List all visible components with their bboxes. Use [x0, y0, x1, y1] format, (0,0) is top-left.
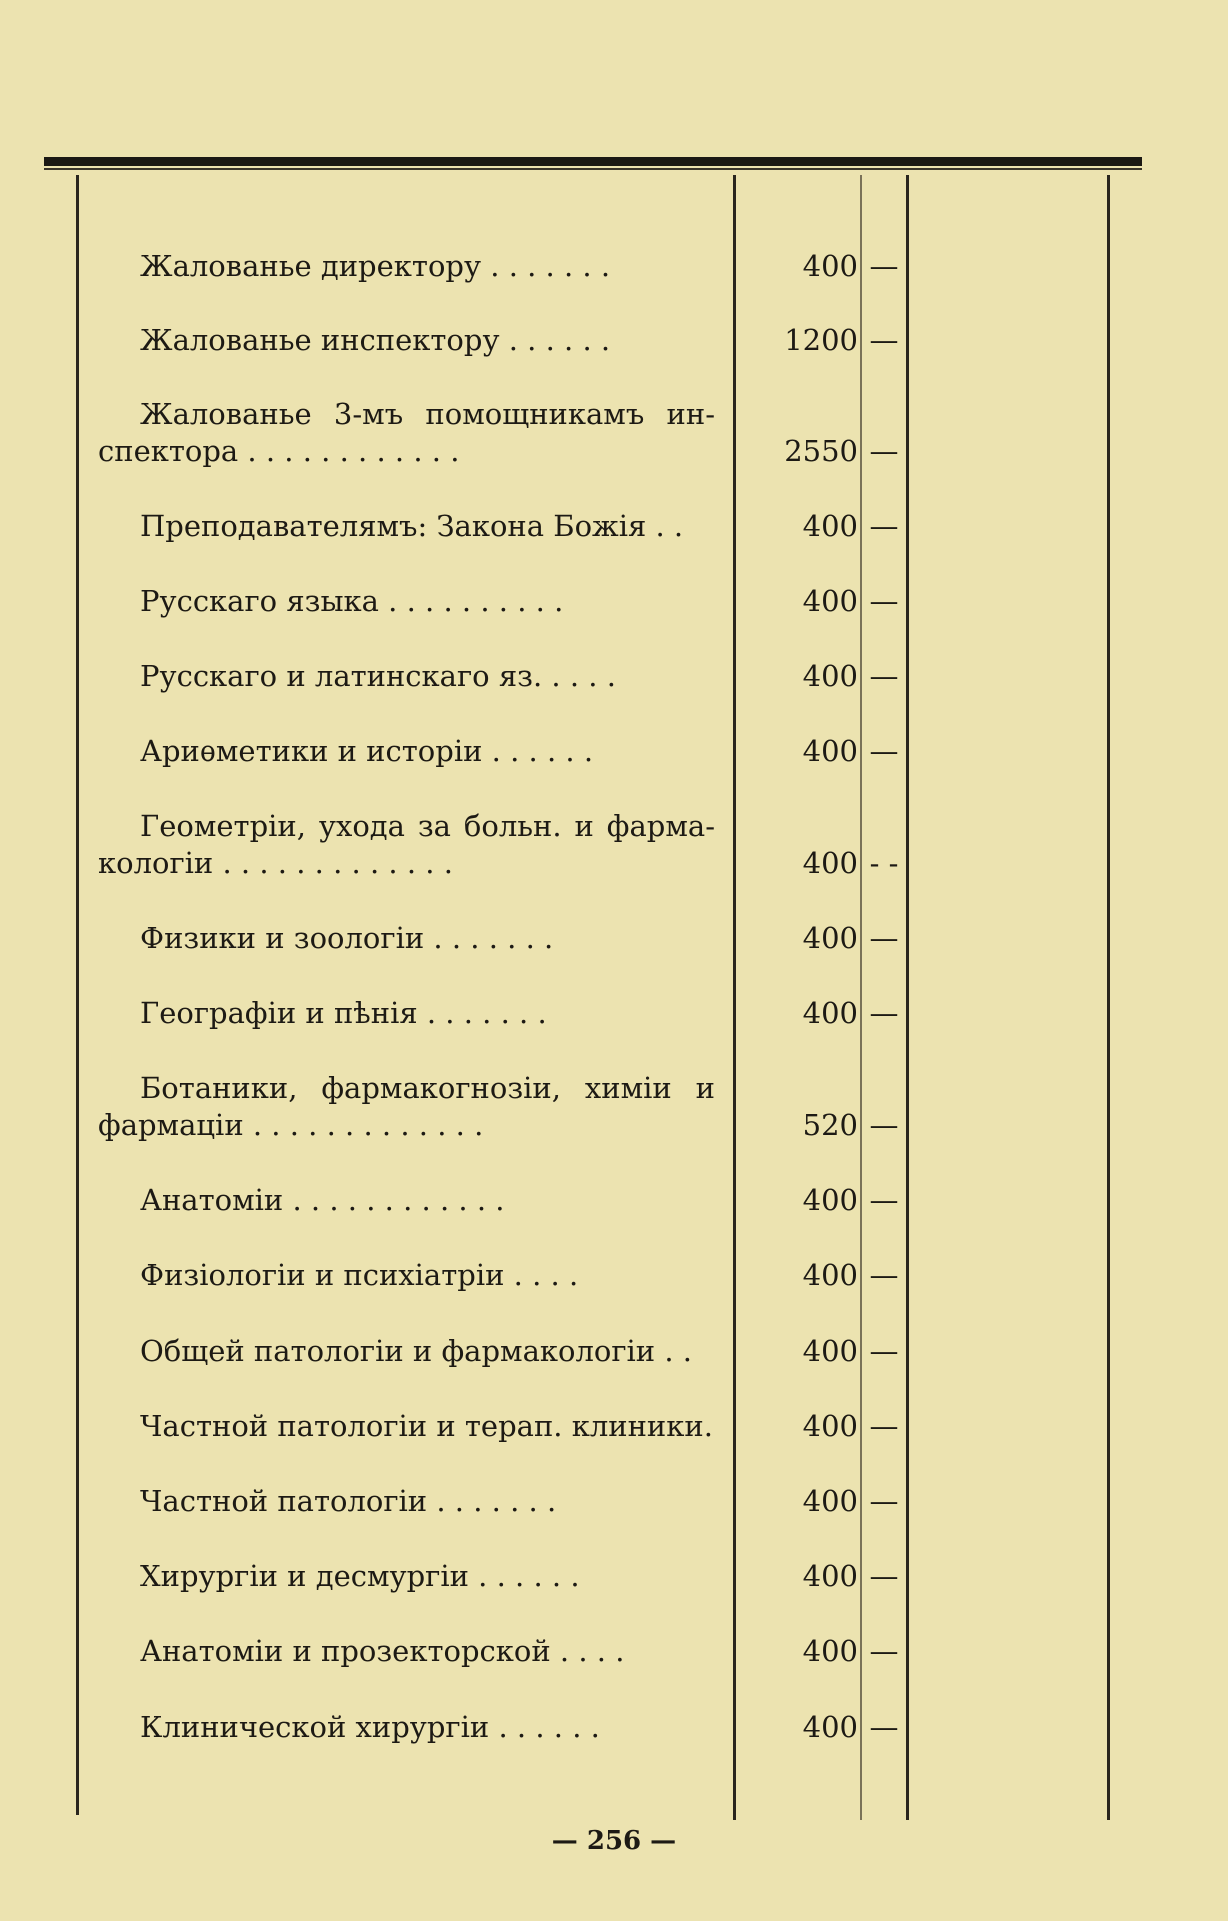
row-description: Жалованье директору . . . . . . . [140, 249, 611, 283]
table-row [0, 1633, 1228, 1693]
row-amount: 400 [802, 921, 858, 955]
row-kopecks: — [869, 584, 899, 618]
row-description [98, 396, 715, 470]
table-row [0, 1558, 1228, 1618]
row-description: Хирургіи и десмургіи . . . . . . [140, 1559, 580, 1593]
row-kopecks: — [869, 734, 899, 768]
row-description: Клинической хирургіи . . . . . . [140, 1710, 600, 1744]
table-row [0, 1070, 1228, 1170]
row-description [98, 808, 715, 882]
table-row [0, 1333, 1228, 1393]
row-amount: 400 [802, 584, 858, 618]
row-amount: 2550 [784, 434, 858, 468]
row-kopecks: — [869, 1559, 899, 1593]
top-rule-secondary [44, 168, 1142, 170]
row-description-line1: Геометріи, ухода за больн. и фарма- [140, 809, 715, 843]
row-description: Жалованье инспектору . . . . . . [140, 323, 611, 357]
row-kopecks: — [869, 434, 899, 468]
row-amount: 400 [802, 1559, 858, 1593]
row-amount: 400 [802, 249, 858, 283]
table-row [0, 1483, 1228, 1543]
table-row [0, 1182, 1228, 1242]
table-row [0, 583, 1228, 643]
row-description: Физики и зоологіи . . . . . . . [140, 921, 554, 955]
row-amount: 400 [802, 996, 858, 1030]
row-kopecks: — [869, 1634, 899, 1668]
row-amount: 520 [802, 1108, 858, 1142]
row-kopecks: — [869, 1334, 899, 1368]
row-amount: 400 [802, 734, 858, 768]
row-kopecks: — [869, 1183, 899, 1217]
row-kopecks: — [869, 659, 899, 693]
row-description: Анатоміи . . . . . . . . . . . . [140, 1183, 505, 1217]
row-kopecks: — [869, 509, 899, 543]
row-description: Географіи и пѣнія . . . . . . . [140, 996, 547, 1030]
row-amount: 400 [802, 509, 858, 543]
row-amount: 400 [802, 1258, 858, 1292]
row-description: Физіологіи и психіатріи . . . . [140, 1258, 579, 1292]
row-kopecks: — [869, 1710, 899, 1744]
row-amount: 400 [802, 1484, 858, 1518]
row-amount: 400 [802, 1634, 858, 1668]
row-kopecks: — [869, 249, 899, 283]
row-amount: 400 [802, 659, 858, 693]
table-row [0, 1709, 1228, 1769]
row-description: Анатоміи и прозекторской . . . . [140, 1634, 625, 1668]
row-kopecks: — [869, 323, 899, 357]
table-row [0, 1257, 1228, 1317]
row-amount: 400 [802, 1183, 858, 1217]
row-kopecks: — [869, 921, 899, 955]
row-description: Преподавателямъ: Закона Божія . . [140, 509, 684, 543]
table-row [0, 248, 1228, 308]
row-amount: 400 [802, 846, 858, 880]
table-row [0, 508, 1228, 568]
row-description [98, 1070, 715, 1144]
table-row [0, 733, 1228, 793]
row-description: Ариѳметики и исторіи . . . . . . [140, 734, 594, 768]
table-row [0, 1408, 1228, 1468]
row-description: Общей патологіи и фармакологіи . . [140, 1334, 693, 1368]
row-description: Частной патологіи и терап. клиники. [140, 1409, 713, 1443]
table-row [0, 322, 1228, 382]
table-row [0, 808, 1228, 908]
row-description: Частной патологіи . . . . . . . [140, 1484, 557, 1518]
row-amount: 1200 [784, 323, 858, 357]
row-description: Русскаго и латинскаго яз. . . . . [140, 659, 616, 693]
row-description-line2: фармаціи . . . . . . . . . . . . . [98, 1108, 484, 1142]
row-kopecks: - - [869, 846, 899, 880]
row-kopecks: — [869, 996, 899, 1030]
table-row [0, 920, 1228, 980]
row-kopecks: — [869, 1409, 899, 1443]
table-row [0, 396, 1228, 496]
row-kopecks: — [869, 1108, 899, 1142]
table-row [0, 658, 1228, 718]
row-amount: 400 [802, 1334, 858, 1368]
row-description-line1: Жалованье 3-мъ помощникамъ ин- [140, 397, 715, 431]
row-kopecks: — [869, 1484, 899, 1518]
row-description-line1: Ботаники, фармакогнозіи, химіи и [140, 1071, 715, 1105]
top-rule [44, 157, 1142, 166]
row-description-line2: кологіи . . . . . . . . . . . . . [98, 846, 453, 880]
row-kopecks: — [869, 1258, 899, 1292]
row-amount: 400 [802, 1409, 858, 1443]
row-description: Русскаго языка . . . . . . . . . . [140, 584, 564, 618]
row-amount: 400 [802, 1710, 858, 1744]
table-row [0, 995, 1228, 1055]
page-number: — 256 — [551, 1826, 677, 1856]
row-description-line2: спектора . . . . . . . . . . . . [98, 434, 460, 468]
